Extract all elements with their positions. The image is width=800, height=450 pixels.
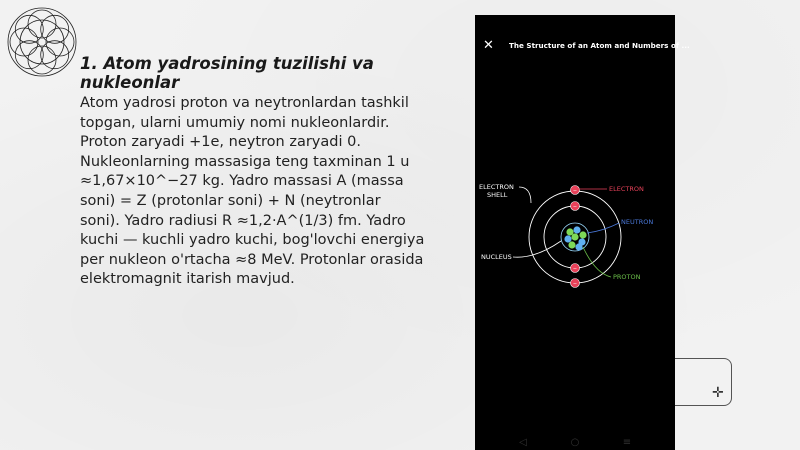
nucleus — [561, 223, 589, 251]
back-triangle-icon[interactable]: ◁ — [519, 437, 527, 448]
home-circle-icon[interactable]: ○ — [570, 437, 580, 448]
video-panel — [475, 15, 690, 450]
plus-icon[interactable]: ✛ — [712, 385, 724, 401]
slide-title: 1. Atom yadrosining tuzilishi va nukleonlar — [80, 54, 374, 92]
label-neutron: NEUTRON — [621, 218, 654, 226]
decorative-rosette-logo-icon — [4, 4, 80, 80]
svg-text:−: − — [572, 204, 578, 210]
label-electron-shell-1: ELECTRON — [479, 183, 514, 191]
slide-body-text: Atom yadrosi proton va neytronlardan tashkil topgan, ularni umumiy nomi nukleonlardir. Proton zaryadi +1e, neytron zaryadi 0. Nukleonlarning massasiga teng taxminan 1 u ≈1,67×10^−27 kg. Yadro massasi A (massa soni) = Z (protonlar soni) + N (neytronlar soni). Yadro radiusi R ≈1,2·A^(1/3) fm. Yadro kuchi — kuchli yadro kuchi, bog'lovchi energiya per nukleon o'rtacha ≈8 MeV. Protonlar orasida elektromagnit itarish mavjud. — [80, 95, 425, 288]
label-proton: PROTON — [613, 273, 641, 281]
video-header — [475, 37, 690, 57]
label-electron: ELECTRON — [609, 185, 644, 193]
svg-text:−: − — [572, 266, 578, 272]
atom-structure-diagram — [475, 175, 675, 295]
close-icon[interactable]: ✕ — [483, 38, 494, 53]
video-title: The Structure of an Atom and Numbers of ... — [509, 41, 690, 50]
android-nav-bar — [475, 435, 675, 450]
svg-text:−: − — [572, 281, 578, 287]
label-electron-shell-2: SHELL — [487, 191, 508, 199]
svg-text:−: − — [572, 188, 578, 194]
label-nucleus: NUCLEUS — [481, 253, 512, 261]
recent-apps-icon[interactable]: ≡ — [622, 437, 632, 448]
